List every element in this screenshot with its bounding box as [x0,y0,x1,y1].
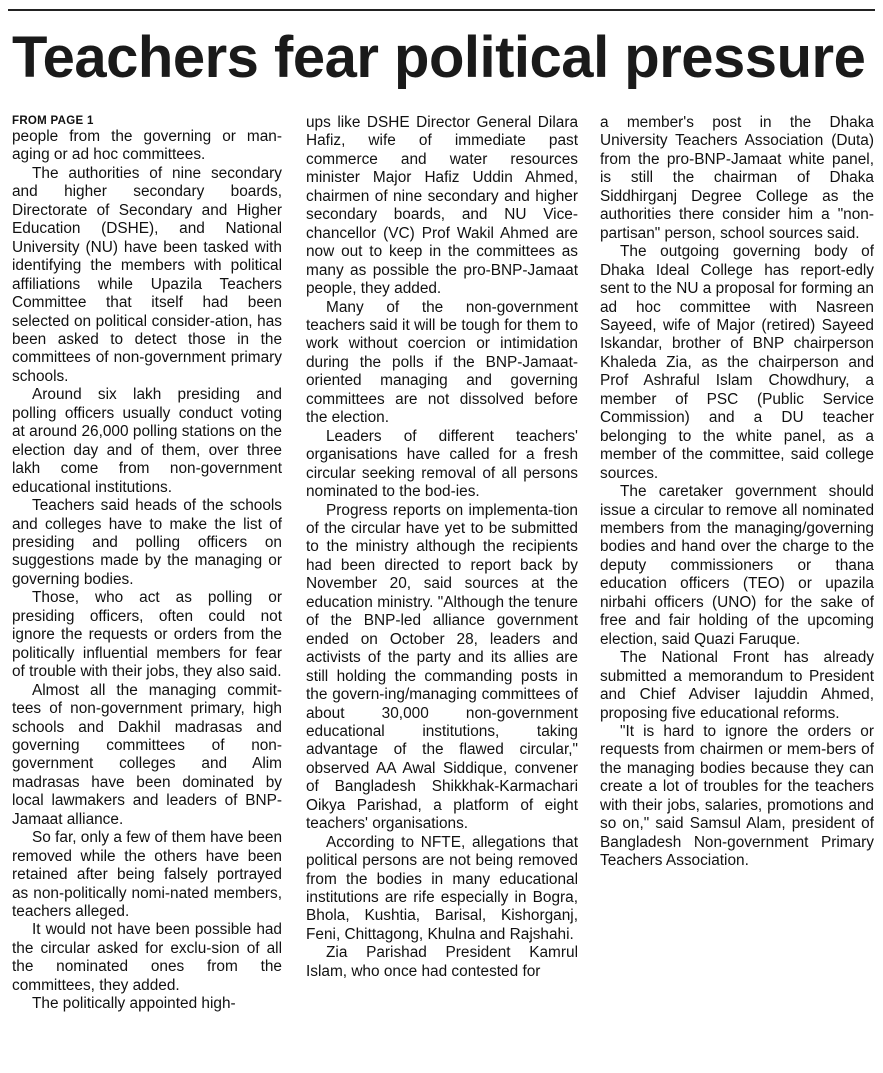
paragraph: Leaders of different teachers' organisations have called for a fresh circular seeking removal of all persons nominated to the bod-ies. [306,427,578,501]
top-rule [8,9,875,11]
paragraph: Around six lakh presiding and polling officers usually conduct voting at around 26,000 polling stations on the election day and of them, over three lakh come from non-government educational institutions. [12,386,282,496]
paragraph: It would not have been possible had the circular asked for exclu-sion of all the nominated ones from the committees, they added. [12,921,282,994]
paragraph: The outgoing governing body of Dhaka Ideal College has report-edly sent to the NU a proposal for forming an ad hoc committee with Nasreen Sayeed, wife of Major (retired) Sayeed Iskandar, brother of BNP chairperson Khaleda Zia, as the chairperson and Prof Ashraful Islam Chowdhury, a member of PSC (Public Service Commission) and a DU teacher belonging to the white panel, as a member of the committee, said college sources. [600,243,874,482]
article-column-1 [12,114,282,1064]
paragraph: The National Front has already submitted a memorandum to President and Chief Adviser Iajuddin Ahmed, proposing five educational reforms. [600,649,874,722]
paragraph: Progress reports on implementa-tion of the circular have yet to be submitted to the ministry although the recipients had been directed to report back by November 20, said sources at the education ministry. "Although the tenure of the BNP-led alliance government ended on October 28, leaders and activists of the party and its allies are still holding the commanding posts in the govern-ing/managing committees of about 30,000 non-government educational institutions, taking advantage of the flawed circular," observed AA Awal Siddique, convener of Bangladesh Shikkhak-Karmachari Oikya Parishad, a platform of eight teachers' organisations. [306,501,578,833]
continued-from-label: FROM PAGE 1 [12,115,94,127]
paragraph: Many of the non-government teachers said it will be tough for them to work without coercion or intimidation during the polls if the BNP-Jamaat-oriented managing and governing committees are not dissolved before the election. [306,298,578,427]
paragraph: a member's post in the Dhaka University Teachers Association (Duta) from the pro-BNP-Jamaat white panel, is still the chairman of Dhaka Siddhirganj Degree College as the authorities there consider him a "non-partisan" person, school sources said. [600,114,874,242]
paragraph: Teachers said heads of the schools and colleges have to make the list of presiding and polling officers on suggestions made by the managing or governing bodies. [12,497,282,588]
paragraph: Those, who act as polling or presiding officers, often could not ignore the requests or orders from the politically influential members for fear of trouble with their jobs, they also said. [12,589,282,681]
article-column-2 [306,114,578,1064]
article-column-3 [600,114,874,1064]
paragraph: "It is hard to ignore the orders or requests from chairmen or mem-bers of the managing bodies because they can create a lot of troubles for the teachers with their jobs, salaries, promotions and so on," said Samsul Alam, president of Bangladesh Non-government Primary Teachers Association. [600,722,874,870]
paragraph: Almost all the managing commit-tees of non-government primary, high schools and Dakhil madrasas and governing committees of non-government colleges and Alim madrasas have been dominated by local lawmakers and leaders of BNP-Jamaat alliance. [12,681,282,828]
paragraph: The caretaker government should issue a circular to remove all nominated members from the managing/governing bodies and hand over the charge to the deputy commissioners or thana education officers (TEO) or upazila nirbahi officers (UNO) for the sake of free and fair holding of the upcoming election, said Quazi Faruque. [600,483,874,648]
paragraph: According to NFTE, allegations that political persons are not being removed from the bodies in many educational institutions are rife especially in Bogra, Bhola, Kushtia, Barisal, Kishorganj, Feni, Chittagong, Khulna and Rajshahi. [306,833,578,943]
paragraph: The authorities of nine secondary and higher secondary boards, Directorate of Secondary and Higher Education (DSHE), and National University (NU) have been tasked with identifying the members with political affiliations while Upazila Teachers Committee that itself had been selected on political consider-ation, has been asked to detect those in the committees of non-government primary schools. [12,164,282,385]
paragraph: people from the governing or man-aging or ad hoc committees. [12,128,282,164]
paragraph: Zia Parishad President Kamrul Islam, who once had contested for [306,944,578,980]
paragraph: The politically appointed high- [32,995,236,1013]
headline: Teachers fear political pressure [12,25,866,90]
paragraph: ups like DSHE Director General Dilara Hafiz, wife of immediate past commerce and water resources minister Major Hafiz Uddin Ahmed, chairmen of nine secondary and higher secondary boards, and NU Vice-chancellor (VC) Prof Wakil Ahmed are now out to keep in the committees as many as possible the pro-BNP-Jamaat people, they added. [306,114,578,298]
paragraph: So far, only a few of them have been removed while the others have been retained after being falsely portrayed as non-politically nomi-nated members, teachers alleged. [12,829,282,921]
